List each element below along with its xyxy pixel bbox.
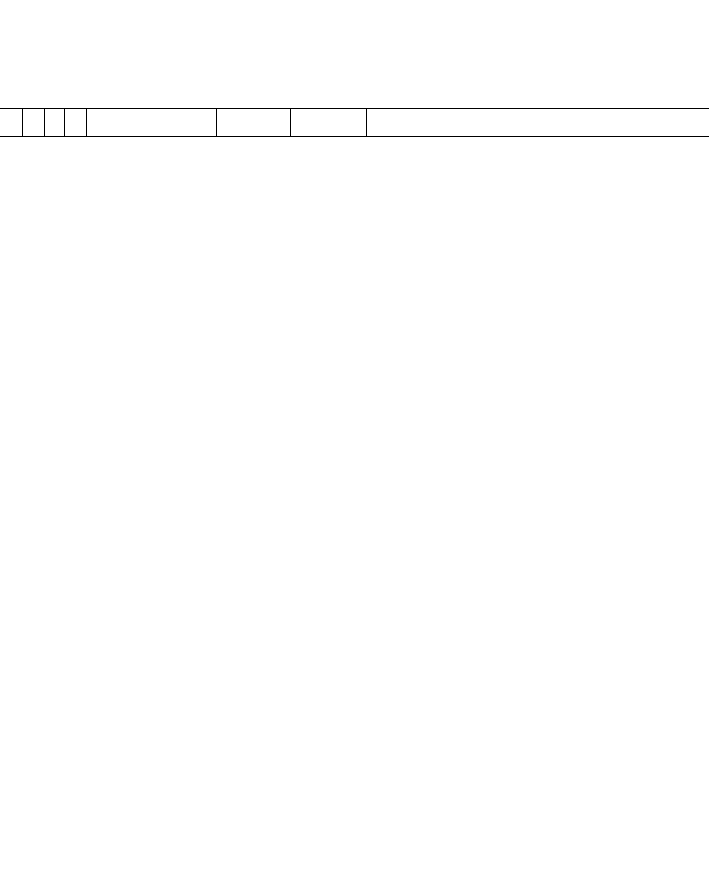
budget-table <box>0 108 709 137</box>
col-name-header <box>86 109 216 137</box>
col-desc-header <box>366 109 709 137</box>
col-kuan-header <box>0 109 22 137</box>
col-amount-header <box>290 109 366 137</box>
col-org-header <box>216 109 290 137</box>
col-xiang-header <box>22 109 44 137</box>
col-jie-header <box>64 109 86 137</box>
table-header-row <box>0 109 709 137</box>
col-mu-header <box>44 109 64 137</box>
